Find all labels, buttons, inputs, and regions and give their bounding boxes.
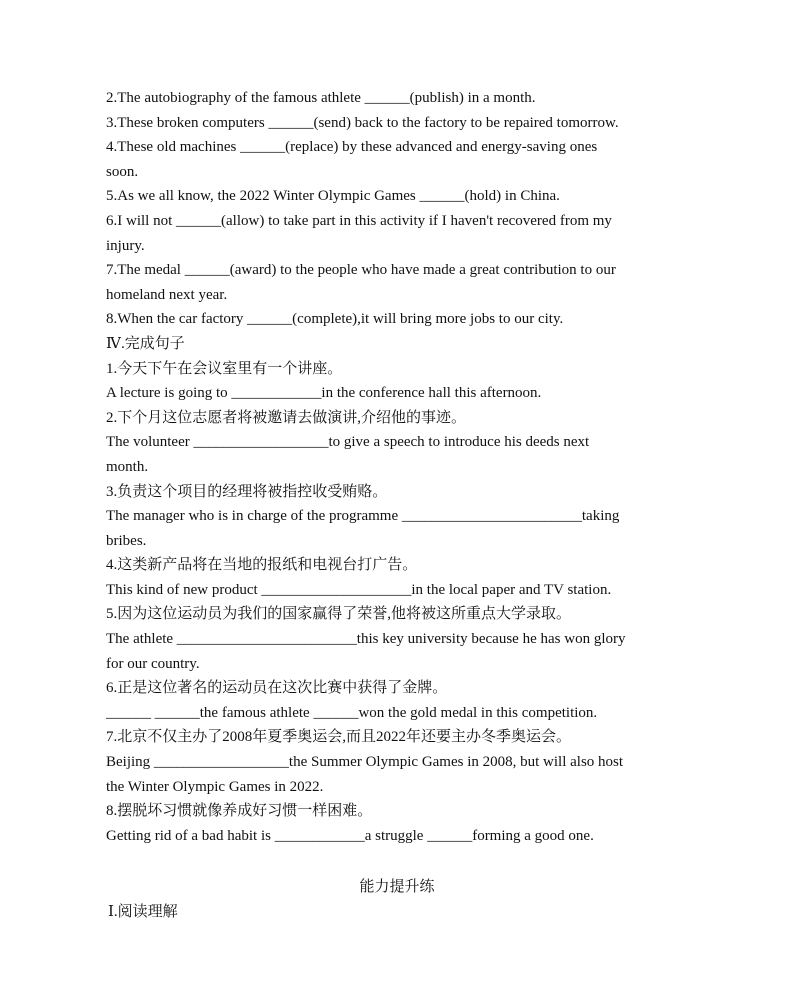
exercise-line: 5.As we all know, the 2022 Winter Olympic Games ______(hold) in China.	[106, 188, 560, 205]
exercise-line: 7.The medal ______(award) to the people who have made a great contribution to our	[106, 262, 616, 279]
exercise-line: soon.	[106, 163, 139, 180]
exercise-line: for our country.	[106, 655, 200, 672]
exercise-line: Beijing __________________the Summer Olympic Games in 2008, but will also host	[106, 754, 624, 771]
section-title-complete-sentences: Ⅳ.完成句子	[106, 335, 185, 352]
exercise-line: month.	[106, 458, 149, 475]
exercise-line: 6.正是这位著名的运动员在这次比赛中获得了金牌。	[106, 680, 448, 697]
exercise-line: injury.	[106, 237, 145, 254]
exercise-line: the Winter Olympic Games in 2022.	[106, 778, 324, 795]
exercise-line: 3.These broken computers ______(send) back to the factory to be repaired tomorrow.	[106, 114, 619, 131]
exercise-line: The athlete ________________________this key university because he has won glory	[106, 631, 626, 648]
exercise-line: 3.负责这个项目的经理将被指控收受贿赂。	[106, 483, 388, 500]
exercise-line: 4.These old machines ______(replace) by these advanced and energy-saving ones	[106, 139, 598, 156]
exercise-line: 1.今天下午在会议室里有一个讲座。	[106, 360, 343, 377]
exercise-line: A lecture is going to ____________in the conference hall this afternoon.	[106, 385, 542, 402]
exercise-line: homeland next year.	[106, 286, 228, 303]
exercise-line: 6.I will not ______(allow) to take part in this activity if I haven't recovered from my	[106, 212, 612, 229]
exercise-line: 2.下个月这位志愿者将被邀请去做演讲,介绍他的事迹。	[106, 409, 467, 426]
exercise-line: 2.The autobiography of the famous athlete ______(publish) in a month.	[106, 90, 536, 106]
exercise-line: 8.摆脱坏习惯就像养成好习惯一样困难。	[106, 803, 373, 820]
exercise-line: 5.因为这位运动员为我们的国家赢得了荣誉,他将被这所重点大学录取。	[106, 606, 572, 623]
exercise-line: ______ ______the famous athlete ______won the gold medal in this competition.	[106, 704, 598, 721]
worksheet-body	[106, 86, 676, 848]
exercise-line: Getting rid of a bad habit is ____________a struggle ______forming a good one.	[106, 827, 594, 844]
exercise-line: 4.这类新产品将在当地的报纸和电视台打广告。	[106, 557, 418, 574]
exercise-line: The volunteer __________________to give a speech to introduce his deeds next	[106, 434, 590, 451]
reading-section-title: Ⅰ.阅读理解	[108, 904, 178, 920]
exercise-line: 8.When the car factory ______(complete),it will bring more jobs to our city.	[106, 311, 564, 328]
ability-section-title: 能力提升练	[359, 879, 435, 895]
exercise-line: The manager who is in charge of the programme ________________________taking	[106, 508, 620, 525]
exercise-line: This kind of new product ____________________in the local paper and TV station.	[106, 581, 612, 598]
exercise-line: bribes.	[106, 532, 147, 549]
exercise-line: 7.北京不仅主办了2008年夏季奥运会,而且2022年还要主办冬季奥运会。	[106, 729, 572, 746]
